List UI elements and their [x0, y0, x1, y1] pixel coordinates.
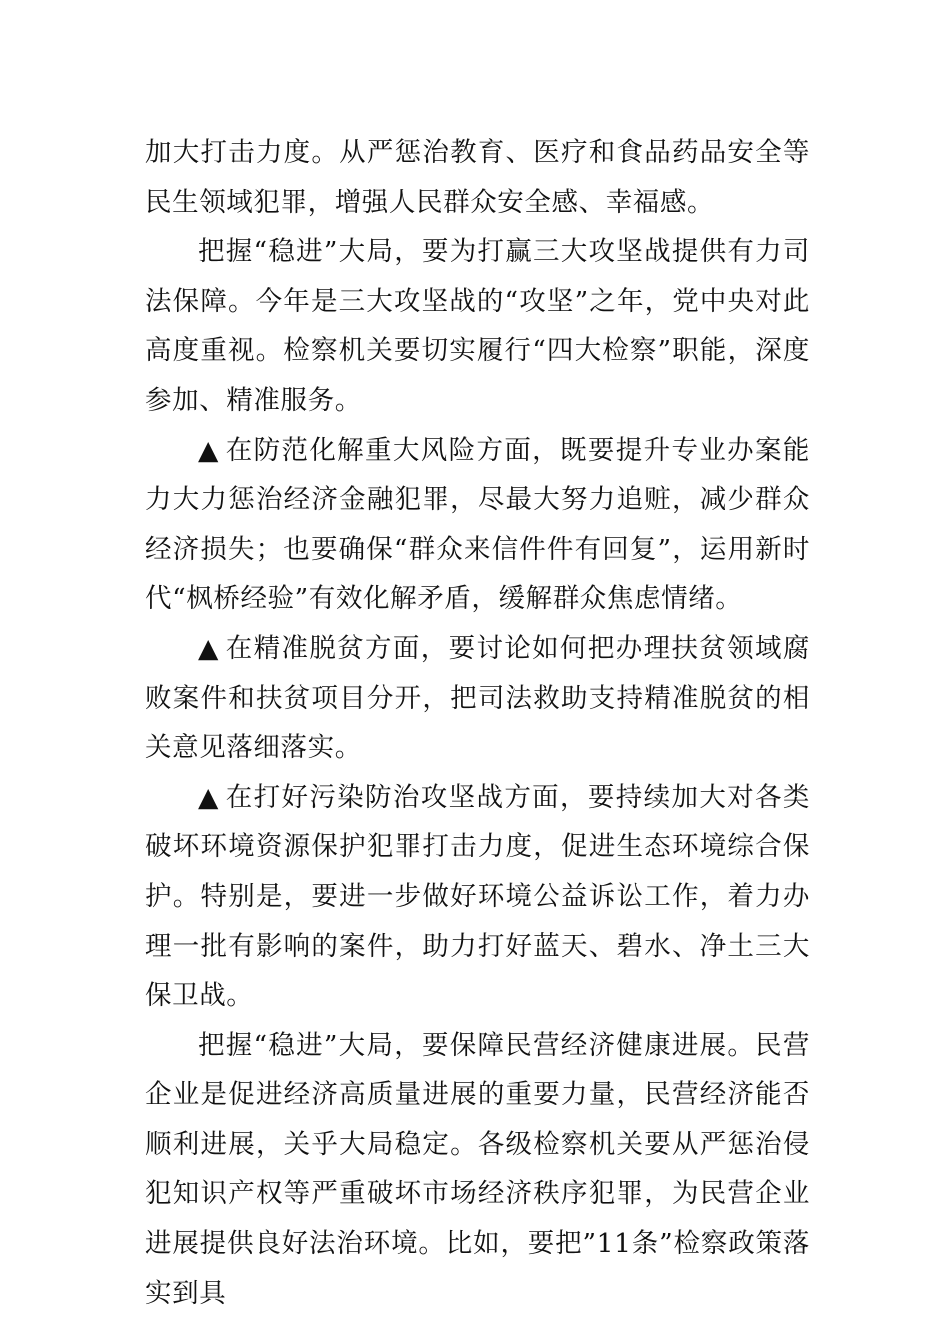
triangle-bullet-icon: ▲ — [198, 632, 219, 664]
paragraph-three-battles — [145, 227, 810, 425]
bullet-paragraph-risk — [145, 426, 810, 624]
triangle-bullet-icon: ▲ — [198, 434, 219, 466]
paragraph-text: 把握“稳进”大局，要为打赢三大攻坚战提供有力司法保障。今年是三大攻坚战的“攻坚”之年，党中央对此高度重视。检察机关要切实履行“四大检察”职能，深度参加、精准服务。 — [145, 236, 810, 416]
paragraph-text: 在防范化解重大风险方面，既要提升专业办案能力大力惩治经济金融犯罪，尽最大努力追赃，减少群众经济损失；也要确保“群众来信件件有回复”，运用新时代“枫桥经验”有效化解矛盾，缓解群众焦虑情绪。 — [145, 434, 810, 615]
paragraph-continuation — [145, 128, 810, 227]
bullet-paragraph-poverty — [145, 624, 810, 773]
triangle-bullet-icon: ▲ — [198, 781, 219, 813]
bullet-paragraph-pollution — [145, 773, 810, 1021]
paragraph-text: 在打好污染防治攻坚战方面，要持续加大对各类破坏环境资源保护犯罪打击力度，促进生态环境综合保护。特别是，要进一步做好环境公益诉讼工作，着力办理一批有影响的案件，助力打好蓝天、碧水、净土三大保卫战。 — [145, 781, 810, 1012]
paragraph-private-economy — [145, 1021, 810, 1319]
document-body — [145, 128, 810, 1318]
paragraph-text: 加大打击力度。从严惩治教育、医疗和食品药品安全等民生领域犯罪，增强人民群众安全感、幸福感。 — [145, 137, 810, 218]
paragraph-text: 在精准脱贫方面，要讨论如何把办理扶贫领域腐败案件和扶贫项目分开，把司法救助支持精准脱贫的相关意见落细落实。 — [145, 632, 810, 764]
paragraph-text: 把握“稳进”大局，要保障民营经济健康进展。民营企业是促进经济高质量进展的重要力量，民营经济能否顺利进展，关乎大局稳定。各级检察机关要从严惩治侵犯知识产权等严重破坏市场经济秩序犯罪，为民营企业进展提供良好法治环境。比如，要把”11条”检察政策落实到具 — [145, 1029, 810, 1309]
